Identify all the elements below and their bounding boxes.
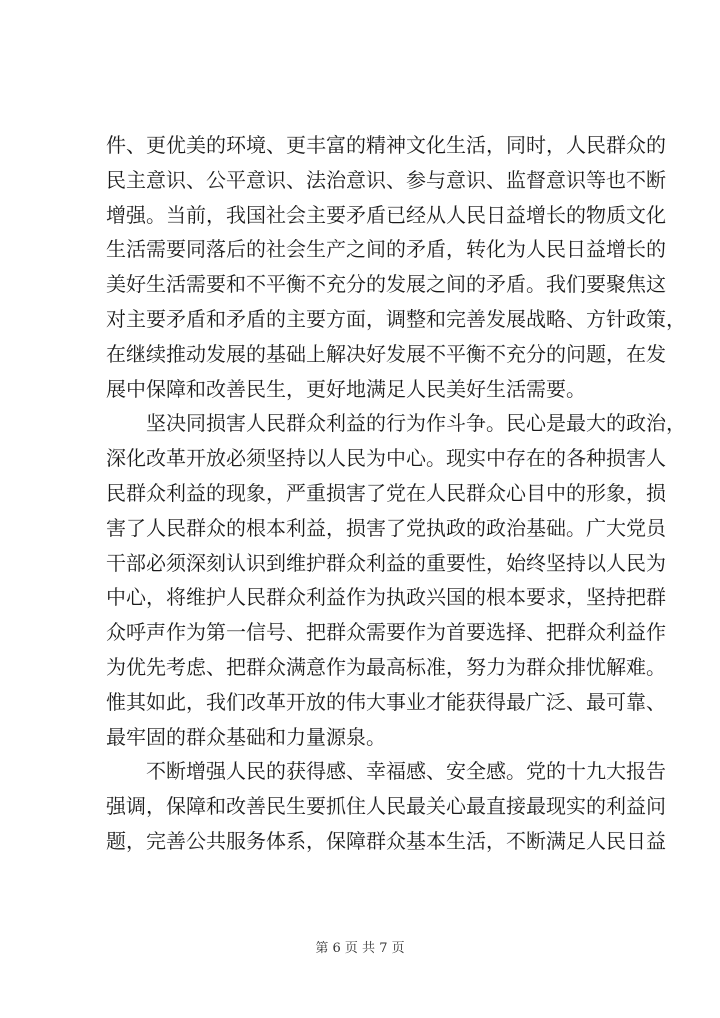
text-line: 不断增强人民的获得感、幸福感、安全感。党的十九大报告 [106, 759, 666, 784]
body-text [106, 128, 686, 859]
text-line: 件、更优美的环境、更丰富的精神文化生活，同时，人民群众的 [106, 133, 666, 157]
text-line: 众呼声作为第一信号、把群众需要作为首要选择、把群众利益作 [106, 620, 666, 645]
text-line: 民群众利益的现象，严重损害了党在人民群众心目中的形象，损 [106, 480, 666, 505]
text-line: 强调，保障和改善民生要抓住人民最关心最直接最现实的利益问 [106, 794, 666, 819]
text-line: 为优先考虑、把群众满意作为最高标准，努力为群众排忧解难。 [106, 654, 666, 679]
text-line: 生活需要同落后的社会生产之间的矛盾，转化为人民日益增长的 [106, 237, 666, 262]
text-line: 增强。当前，我国社会主要矛盾已经从人民日益增长的物质文化 [106, 202, 666, 227]
text-line: 干部必须深刻认识到维护群众利益的重要性，始终坚持以人民为 [106, 550, 666, 575]
paragraph-2 [106, 406, 686, 754]
text-line: 在继续推动发展的基础上解决好发展不平衡不充分的问题，在发 [106, 341, 666, 366]
text-line: 美好生活需要和不平衡不充分的发展之间的矛盾。我们要聚焦这 [106, 272, 666, 297]
text-line: 展中保障和改善民生，更好地满足人民美好生活需要。 [106, 376, 586, 401]
paragraph-1 [106, 128, 686, 406]
text-line: 害了人民群众的根本利益，损害了党执政的政治基础。广大党员 [106, 515, 666, 540]
text-line: 对主要矛盾和矛盾的主要方面，调整和完善发展战略、方针政策， [106, 306, 686, 331]
text-line: 中心，将维护人民群众利益作为执政兴国的根本要求，坚持把群 [106, 585, 666, 610]
text-line: 坚决同损害人民群众利益的行为作斗争。民心是最大的政治， [106, 411, 686, 436]
text-line: 惟其如此，我们改革开放的伟大事业才能获得最广泛、最可靠、 [106, 689, 666, 714]
text-line: 深化改革开放必须坚持以人民为中心。现实中存在的各种损害人 [106, 446, 666, 471]
text-line: 最牢固的群众基础和力量源泉。 [106, 724, 386, 749]
text-line: 题，完善公共服务体系，保障群众基本生活，不断满足人民日益 [106, 828, 666, 853]
page-number-footer: 第 6 页 共 7 页 [315, 941, 405, 956]
paragraph-3 [106, 754, 666, 858]
text-line: 民主意识、公平意识、法治意识、参与意识、监督意识等也不断 [106, 167, 666, 192]
